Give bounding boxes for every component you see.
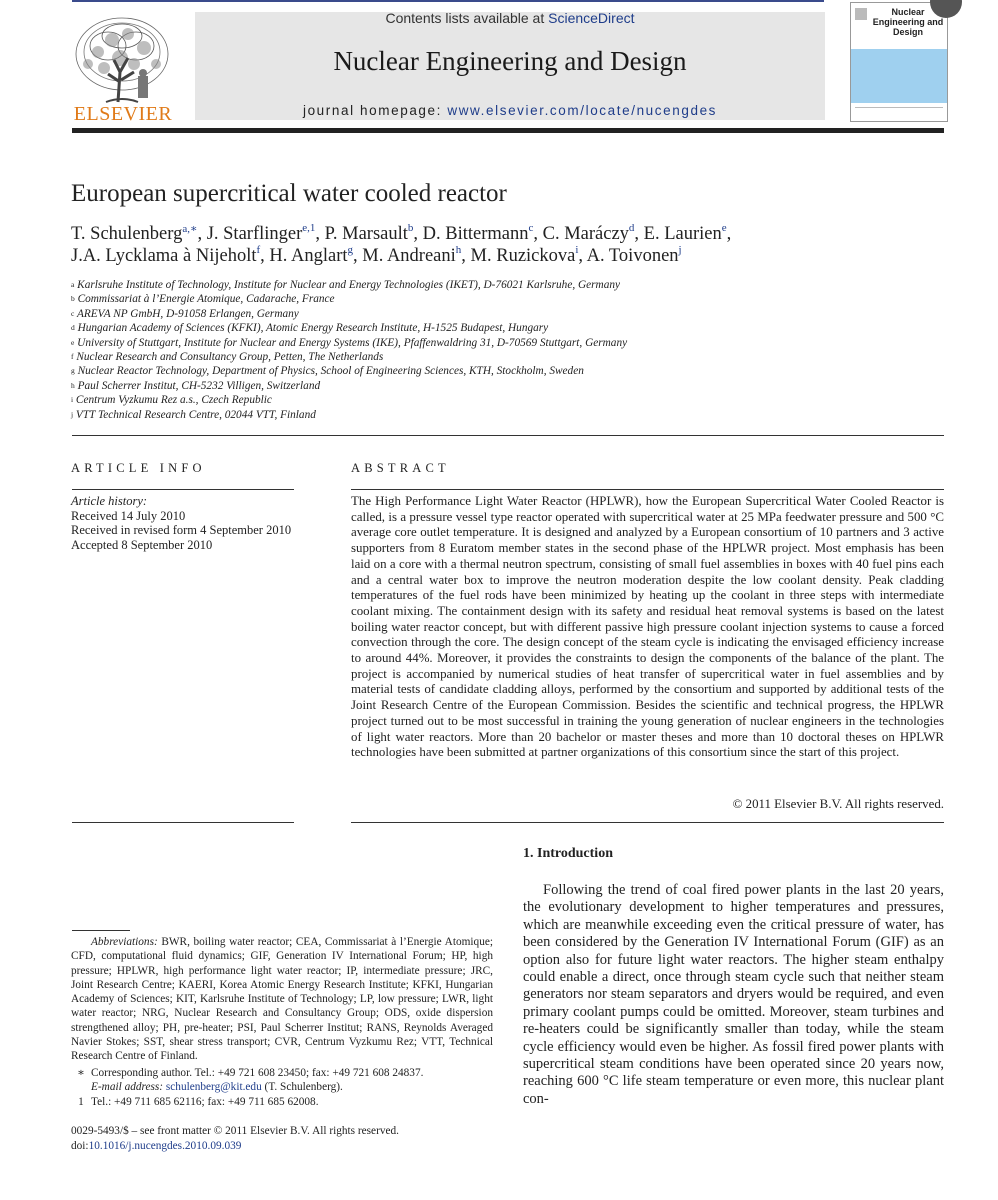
corresp-text: Corresponding author. Tel.: +49 721 608 23450; fax: +49 721 608 24837. <box>91 1067 424 1079</box>
affiliation-mark: g <box>71 366 75 376</box>
abbreviations-text: BWR, boiling water reactor; CEA, Commissariat à l’Energie Atomique; CFD, computational fluid dynamics; GIF, Generation IV International Forum; HP, high pressure; HPLWR, high performance light water reactor; IP, intermediate pressure; JRC, Joint Research Centre; KAERI, Korea Atomic Energy Research Institute; KFKI, Hungarian Academy of Sciences; KIT, Karlsruhe Institute of Technology; LP, low pressure; LWR, light water reactor; NRG, Nuclear Research and Consultancy Group; ODS, oxide dispersion strengthened alloy; PH, pre-heater; PSI, Paul Scherrer Institut; RANS, Reynolds Averaged Navier Stokes; SST, shear stress transport; CVR, Centrum Vyzkumu Rez; VTT, Technical Research Centre of Finland. <box>71 936 493 1063</box>
author-separator: , <box>260 246 270 266</box>
issn-line: 0029-5493/$ – see front matter © 2011 Elsevier B.V. All rights reserved. <box>71 1125 399 1137</box>
author-name[interactable]: M. Ruzickova <box>470 246 576 266</box>
author-separator: , <box>461 246 471 266</box>
corresponding-author-note <box>71 1066 493 1080</box>
affiliation-text: VTT Technical Research Centre, 02044 VTT, Finland <box>75 408 316 421</box>
affiliation-item <box>71 278 627 292</box>
affiliations-list <box>71 278 627 422</box>
author-name[interactable]: J.A. Lycklama à Nijeholt <box>71 246 257 266</box>
introduction-heading: 1. Introduction <box>523 846 613 861</box>
author-affiliation-mark[interactable]: c <box>528 222 534 234</box>
author-name[interactable]: P. Marsault <box>324 224 408 244</box>
abbreviations-label: Abbreviations: <box>91 936 158 948</box>
cover-logo-icon <box>854 7 868 21</box>
author-affiliation-mark[interactable]: j <box>678 244 682 256</box>
affiliation-text: Paul Scherrer Institut, CH-5232 Villigen, Switzerland <box>77 379 321 392</box>
issn-doi-block <box>71 1124 399 1153</box>
authors-line-2 <box>71 246 682 267</box>
author-name[interactable]: E. Laurien <box>643 224 722 244</box>
author-separator: , <box>197 224 207 244</box>
affiliation-text: Nuclear Research and Consultancy Group, Petten, The Netherlands <box>76 351 384 364</box>
contents-line <box>195 10 825 26</box>
affiliation-mark: i <box>71 395 74 405</box>
affiliation-item <box>71 307 627 321</box>
abbreviations-footnote <box>71 935 493 1064</box>
affiliation-text: Nuclear Reactor Technology, Department of Physics, School of Engineering Sciences, KTH, Stockholm, Sweden <box>77 365 584 378</box>
affiliation-item <box>71 336 627 350</box>
article-history <box>71 494 291 552</box>
authors-line-1 <box>71 224 731 245</box>
abstract-copyright: © 2011 Elsevier B.V. All rights reserved. <box>732 797 944 811</box>
corresp-mark: ∗ <box>77 1067 85 1079</box>
affiliation-item <box>71 364 627 378</box>
affiliation-text: Hungarian Academy of Sciences (KFKI), Atomic Energy Research Institute, H-1525 Budapest, Hungary <box>77 322 549 335</box>
affiliation-text: AREVA NP GmbH, D-91058 Erlangen, Germany <box>76 307 299 320</box>
sciencedirect-link[interactable]: ScienceDirect <box>548 10 635 26</box>
affiliation-item <box>71 393 627 407</box>
author-separator: , <box>726 224 732 244</box>
cover-title: Nuclear Engineering and Design <box>872 7 944 37</box>
affiliation-item <box>71 379 627 393</box>
affiliation-mark: j <box>71 409 74 419</box>
affiliation-mark: h <box>71 380 75 390</box>
abstract-rule-bottom <box>351 822 944 823</box>
author-separator: , <box>315 224 325 244</box>
author-name[interactable]: D. Bittermann <box>422 224 529 244</box>
author-name[interactable]: C. Maráczy <box>542 224 629 244</box>
journal-title: Nuclear Engineering and Design <box>333 46 687 76</box>
history-label: Article history: <box>71 494 148 508</box>
homepage-prefix: journal homepage: <box>302 103 448 118</box>
revised-date: Received in revised form 4 September 2010 <box>71 523 292 538</box>
author-affiliation-mark[interactable]: d <box>628 222 635 234</box>
abstract-rule-top <box>351 489 944 490</box>
doi-link[interactable]: 10.1016/j.nucengdes.2010.09.039 <box>88 1139 242 1152</box>
author-separator: , <box>533 224 543 244</box>
contents-prefix: Contents lists available at <box>385 10 549 26</box>
affiliation-mark: c <box>71 308 75 318</box>
email-note <box>71 1080 493 1094</box>
affiliation-mark: d <box>71 323 75 333</box>
article-title: European supercritical water cooled reactor <box>71 180 507 207</box>
author-affiliation-mark[interactable]: e,1 <box>302 222 316 234</box>
affiliation-text: Commissariat à l’Energie Atomique, Cadarache, France <box>77 293 335 306</box>
abstract-text: The High Performance Light Water Reactor (HPLWR), how the European Supercritical Water Cooled Reactor is called, is a pressure vessel type reactor operated with supercritical water at 25 MPa feedwater pressure and 500 °C average core outlet temperature. It is designed and analyzed by a European consortium of 10 partners and 3 active supporters from 8 Euratom member states in the second phase of the HPLWR project. Most emphasis has been laid on a core with a thermal neutron spectrum, consisting of small fuel assemblies in boxes with 40 fuel pins each and a central water box to improve the neutron moderation despite the low coolant density. Peak cladding temperatures of the fuel rods have been minimized by heating up the coolant in three steps with intermediate coolant mixing. The containment design with its safety and residual heat removal systems is based on the latest boiling water reactor concept, but with different passive high pressure coolant injection systems to cause a forced convection through the core. The design concept of the steam cycle is indicating the envisaged efficiency increase to around 44%. Moreover, it provides the constraints to design the components of the balance of the plant. The project is accompanied by numerical studies of heat transfer of supercritical water in fuel assemblies and by material tests of candidate cladding alloys, performed by the consortium and supported by additional tests of the Joint Research Centre of the European Commission. Besides the scientific and technical progress, the HPLWR project turned out to be most successful in training the young generation of nuclear engineers in the technologies of light water reactors. More than 20 bachelor or master theses and more than 10 doctoral theses on HPLWR technologies have been submitted at partner organizations of this consortium since the start of this project. <box>351 494 944 760</box>
author-name[interactable]: J. Starflinger <box>206 224 303 244</box>
author-affiliation-mark[interactable]: e <box>721 222 727 234</box>
email-label: E-mail address: <box>91 1081 164 1094</box>
author-footnotes <box>71 1066 493 1109</box>
author-affiliation-mark[interactable]: g <box>347 244 354 256</box>
footnote-1 <box>71 1095 493 1109</box>
author-affiliation-mark[interactable]: f <box>256 244 261 256</box>
author-separator: , <box>353 246 363 266</box>
journal-homepage-line <box>195 103 825 118</box>
footnote-rule <box>72 930 130 931</box>
author-name[interactable]: M. Andreani <box>362 246 456 266</box>
author-name[interactable]: T. Schulenberg <box>71 224 183 244</box>
author-affiliation-mark[interactable]: h <box>455 244 462 256</box>
top-rule <box>72 0 824 2</box>
author-separator: , <box>634 224 644 244</box>
affiliation-text: University of Stuttgart, Institute for Nuclear and Energy Systems (IKE), Pfaffenwaldring 31, D-70569 Stuttgart, Germany <box>77 336 628 349</box>
author-separator: , <box>413 224 423 244</box>
affiliation-item <box>71 321 627 335</box>
journal-cover-thumbnail[interactable] <box>850 2 948 122</box>
affiliation-mark: e <box>71 337 75 347</box>
abstract-heading: ABSTRACT <box>351 461 450 475</box>
cover-color-band <box>851 49 947 103</box>
fn1-text: Tel.: +49 711 685 62116; fax: +49 711 685 62008. <box>91 1095 319 1108</box>
affiliation-mark: a <box>71 280 75 289</box>
affiliation-item <box>71 350 627 364</box>
introduction-text: Following the trend of coal fired power plants in the last 20 years, the evolutionary development to higher temperatures and pressures, which are meanwhile exceeding even the critical pressure of water, has been considered by the Generation IV International Forum (GIF) as an option also for future light water reactors. The higher steam enthalpy could enable a direct, once through steam cycle such that neither steam generators nor steam separators and dryers would be required, and even primary coolant pumps could be omitted. Moreover, steam turbines and re-heaters could be significantly smaller than today, while the steam cycle efficiency would even be higher. As fossil fired power plants with supercritical steam conditions have been operated since 20 years now, reaching 600 °C life steam temperature or even more, this nuclear plant con- <box>523 882 944 1107</box>
affiliation-text: Centrum Vyzkumu Rez a.s., Czech Republic <box>75 394 272 407</box>
author-name[interactable]: A. Toivonen <box>586 246 679 266</box>
affiliation-mark: f <box>71 352 74 362</box>
affiliation-item <box>71 408 627 422</box>
author-affiliation-mark[interactable]: a,∗ <box>182 223 198 235</box>
author-affiliation-mark[interactable]: b <box>407 222 414 234</box>
article-info-rule-top <box>72 489 294 490</box>
cover-footer <box>855 107 943 118</box>
fn1-mark: 1 <box>78 1095 84 1108</box>
affiliation-mark: b <box>71 294 75 304</box>
homepage-link[interactable]: www.elsevier.com/locate/nucengdes <box>447 103 718 118</box>
doi-line <box>71 1139 399 1154</box>
affiliation-text: Karlsruhe Institute of Technology, Institute for Nuclear and Energy Technologies (IKET), D-76021 Karlsruhe, Germany <box>77 279 621 291</box>
header-rule <box>72 128 944 133</box>
elsevier-wordmark: ELSEVIER <box>73 103 173 125</box>
email-link[interactable]: schulenberg@kit.edu <box>165 1081 262 1094</box>
author-separator: , <box>578 246 587 266</box>
article-info-heading: ARTICLE INFO <box>71 461 206 475</box>
article-info-rule-bottom <box>72 822 294 823</box>
affiliation-item <box>71 292 627 306</box>
author-name[interactable]: H. Anglart <box>269 246 348 266</box>
doi-prefix: doi: <box>71 1139 89 1152</box>
accepted-date: Accepted 8 September 2010 <box>71 537 213 552</box>
affiliation-rule <box>72 435 944 436</box>
author-affiliation-mark[interactable]: i <box>575 244 579 256</box>
email-suffix: (T. Schulenberg). <box>261 1081 343 1094</box>
received-date: Received 14 July 2010 <box>71 508 186 523</box>
